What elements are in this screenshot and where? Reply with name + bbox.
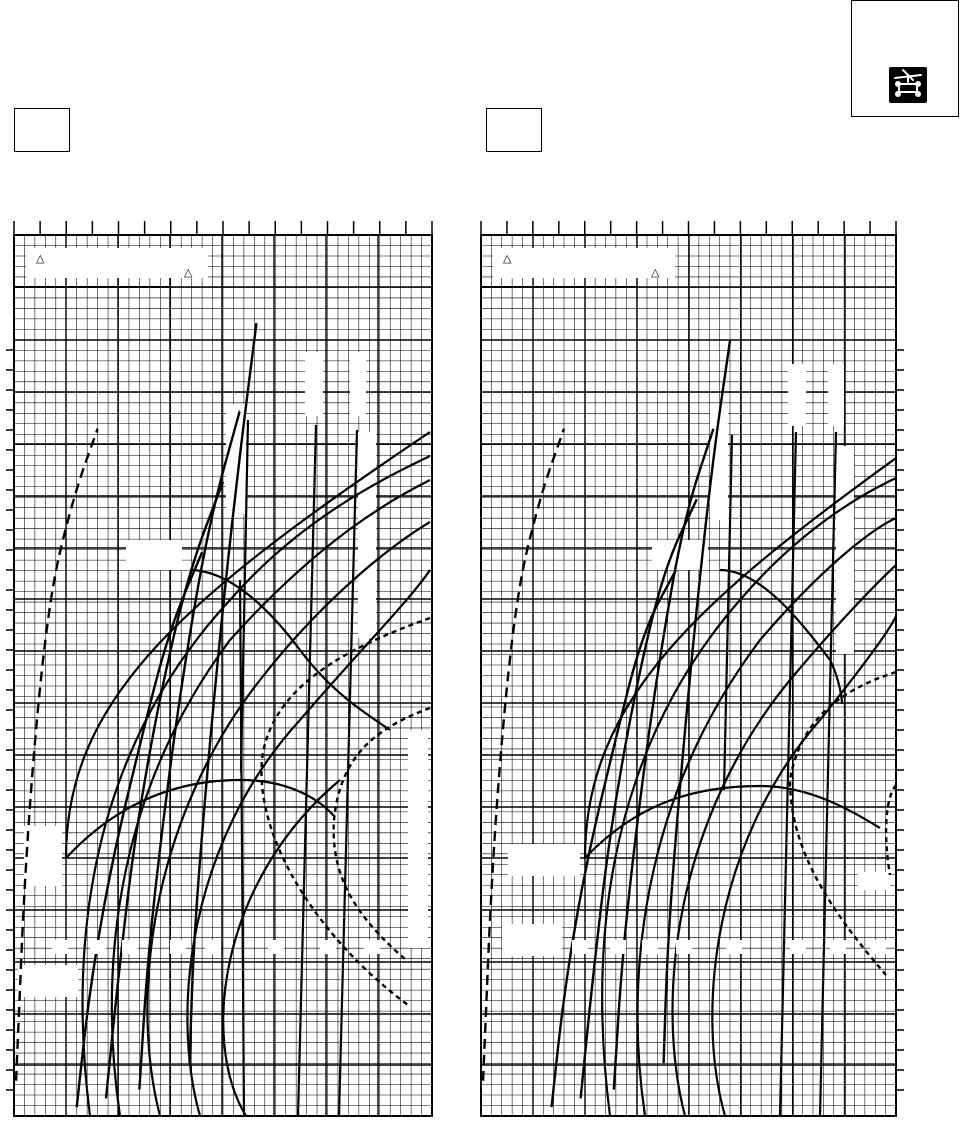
label-mask — [788, 364, 806, 426]
dotted-curve — [261, 618, 430, 1005]
legend-box — [26, 248, 208, 278]
label-mask — [358, 432, 376, 638]
chip — [726, 940, 742, 954]
bottom-chips — [52, 940, 380, 954]
family-curve — [712, 616, 896, 1116]
side-ticks — [6, 350, 14, 1090]
chip — [676, 940, 692, 954]
label-mask — [508, 844, 580, 876]
chip — [572, 940, 588, 954]
top-ticks — [481, 221, 896, 235]
label-mask — [502, 924, 562, 956]
bottom-chips — [572, 940, 886, 954]
chip — [830, 940, 846, 954]
chip — [610, 940, 626, 954]
chip — [170, 940, 186, 954]
chip — [870, 940, 886, 954]
chip — [52, 940, 68, 954]
reference-line — [339, 430, 357, 1116]
chip — [122, 940, 138, 954]
label-mask — [350, 352, 366, 416]
dotted-curve — [886, 785, 896, 875]
label-mask — [408, 730, 428, 948]
legend-marker: △ — [651, 267, 660, 279]
chip — [790, 940, 806, 954]
top-ticks — [14, 221, 432, 235]
label-mask — [828, 364, 844, 426]
label-masks — [502, 364, 890, 956]
label-mask — [126, 540, 182, 570]
side-ticks — [896, 350, 904, 1090]
label-mask — [858, 872, 890, 890]
chart-panel-right — [481, 221, 904, 1116]
chart-panel-left — [6, 221, 432, 1116]
label-mask — [305, 352, 323, 416]
family-curve — [112, 480, 430, 1116]
family-curve — [673, 565, 896, 1116]
label-mask — [18, 965, 78, 997]
family-curve — [585, 786, 880, 858]
legend-marker: △ — [184, 267, 193, 279]
chip — [642, 940, 658, 954]
family-curve — [720, 570, 842, 704]
chip — [364, 940, 380, 954]
chip — [205, 940, 221, 954]
label-mask — [24, 826, 62, 886]
chip — [268, 940, 284, 954]
legend-marker: △ — [36, 253, 45, 265]
legend-marker: △ — [503, 253, 512, 265]
chip — [90, 940, 106, 954]
legend-box — [493, 248, 675, 278]
chip — [320, 940, 336, 954]
